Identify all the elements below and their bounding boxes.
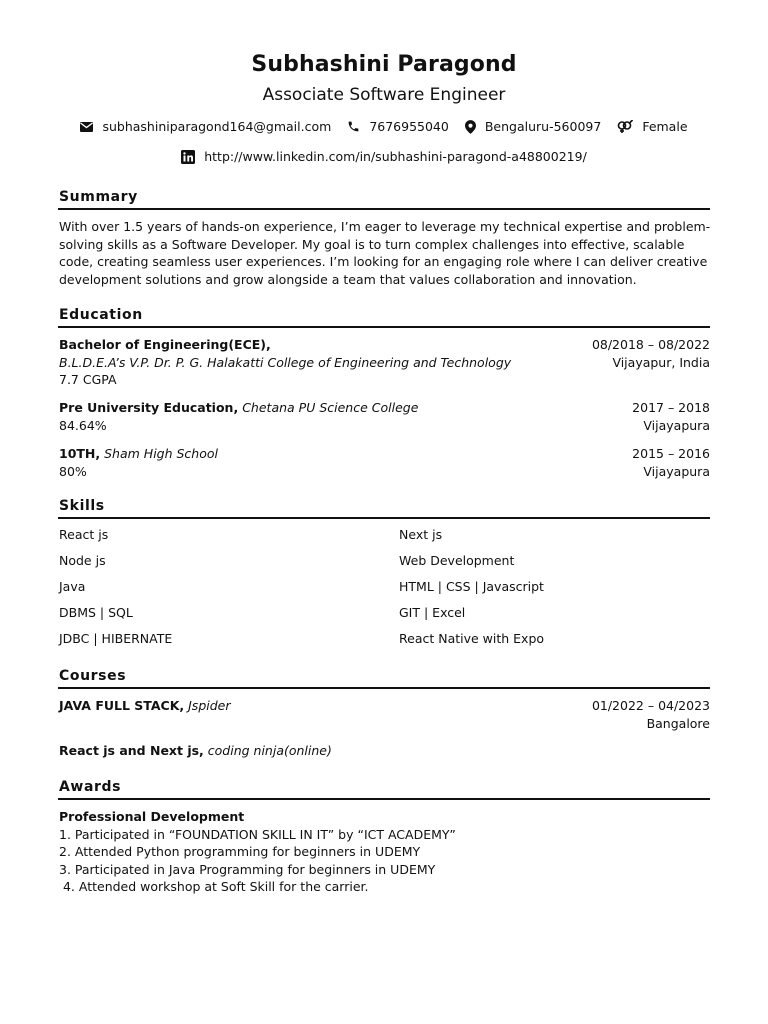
contact-email[interactable] <box>80 119 331 134</box>
education-grade: 84.64% <box>59 417 107 433</box>
education-item <box>59 336 710 389</box>
section-divider <box>58 687 710 689</box>
contact-row-linkedin <box>0 149 768 164</box>
section-divider <box>58 208 710 210</box>
section-divider <box>58 798 710 800</box>
skill-item: React js <box>59 527 109 542</box>
education-dates: 2015 – 2016 <box>632 446 710 461</box>
education-item <box>59 445 710 480</box>
education-degree: 10TH, <box>59 446 101 461</box>
education-dates: 08/2018 – 08/2022 <box>591 337 710 352</box>
awards-block <box>59 808 456 896</box>
section-divider <box>58 517 710 519</box>
course-name: JAVA FULL STACK, <box>59 698 185 713</box>
envelope-icon <box>80 122 93 132</box>
contact-linkedin[interactable] <box>181 149 587 164</box>
education-dates: 2017 – 2018 <box>632 400 710 415</box>
section-divider <box>58 326 710 328</box>
gender-text: Female <box>642 119 688 134</box>
awards-subheading: Professional Development <box>59 809 245 824</box>
award-item: 4. Attended workshop at Soft Skill for the carrier. <box>59 879 369 895</box>
summary-text: With over 1.5 years of hands-on experience, I’m eager to leverage my technical expertise and problem-solving skills as a Software Developer. My goal is to turn complex challenges into effective, scalable code, creating seamless user experiences. I’m looking for an engaging role where I can deliver creative development solutions and grow alongside a team that values collaboration and innovation. <box>59 219 711 287</box>
courses-heading: Courses <box>59 668 127 684</box>
skill-item: JDBC | HIBERNATE <box>59 631 173 646</box>
skill-item: Java <box>59 579 86 594</box>
contact-location <box>465 119 601 134</box>
linkedin-url: http://www.linkedin.com/in/subhashini-paragond-a48800219/ <box>204 149 587 164</box>
course-provider: coding ninja(online) <box>207 743 332 758</box>
education-location: Vijayapura <box>643 417 710 433</box>
education-grade: 7.7 CGPA <box>59 372 117 388</box>
contact-row <box>0 119 768 134</box>
job-title: Associate Software Engineer <box>262 85 506 105</box>
award-item: 1. Participated in “FOUNDATION SKILL IN IT” by “ICT ACADEMY” <box>59 826 456 842</box>
course-location: Bangalore <box>646 715 710 731</box>
skill-item: GIT | Excel <box>399 605 466 620</box>
summary-heading: Summary <box>59 189 138 205</box>
education-grade: 80% <box>59 463 87 479</box>
email-text: subhashiniparagond164@gmail.com <box>102 119 332 134</box>
location-text: Bengaluru-560097 <box>484 119 602 134</box>
education-location: Vijayapur, India <box>612 354 710 370</box>
course-item <box>59 742 710 760</box>
skill-item: Web Development <box>399 553 515 568</box>
education-location: Vijayapura <box>643 463 710 479</box>
skill-item: DBMS | SQL <box>59 605 133 620</box>
contact-phone[interactable] <box>347 119 449 134</box>
skill-item: React Native with Expo <box>399 631 545 646</box>
linkedin-icon <box>181 150 195 164</box>
awards-heading: Awards <box>59 779 122 795</box>
course-item <box>59 697 710 731</box>
contact-gender <box>617 119 687 134</box>
education-institution: Sham High School <box>104 446 218 461</box>
education-institution: B.L.D.E.A’s V.P. Dr. P. G. Halakatti College of Engineering and Technology <box>59 354 512 370</box>
skill-item: Next js <box>399 527 443 542</box>
course-name: React js and Next js, <box>59 743 204 758</box>
skill-item: HTML | CSS | Javascript <box>399 579 544 594</box>
award-item: 3. Participated in Java Programming for beginners in UDEMY <box>59 861 436 877</box>
candidate-name: Subhashini Paragond <box>251 52 517 77</box>
skills-heading: Skills <box>59 498 105 514</box>
course-provider: Jspider <box>188 698 231 713</box>
phone-icon <box>347 120 360 133</box>
gender-icon <box>617 120 633 133</box>
education-degree: Bachelor of Engineering(ECE), <box>59 337 271 352</box>
phone-text: 7676955040 <box>369 119 449 134</box>
education-degree: Pre University Education, <box>59 400 239 415</box>
skill-item: Node js <box>59 553 106 568</box>
map-pin-icon <box>465 120 476 134</box>
education-heading: Education <box>59 307 143 323</box>
award-item: 2. Attended Python programming for beginners in UDEMY <box>59 844 421 860</box>
education-institution: Chetana PU Science College <box>242 400 419 415</box>
course-dates: 01/2022 – 04/2023 <box>591 698 710 713</box>
education-item <box>59 399 710 434</box>
